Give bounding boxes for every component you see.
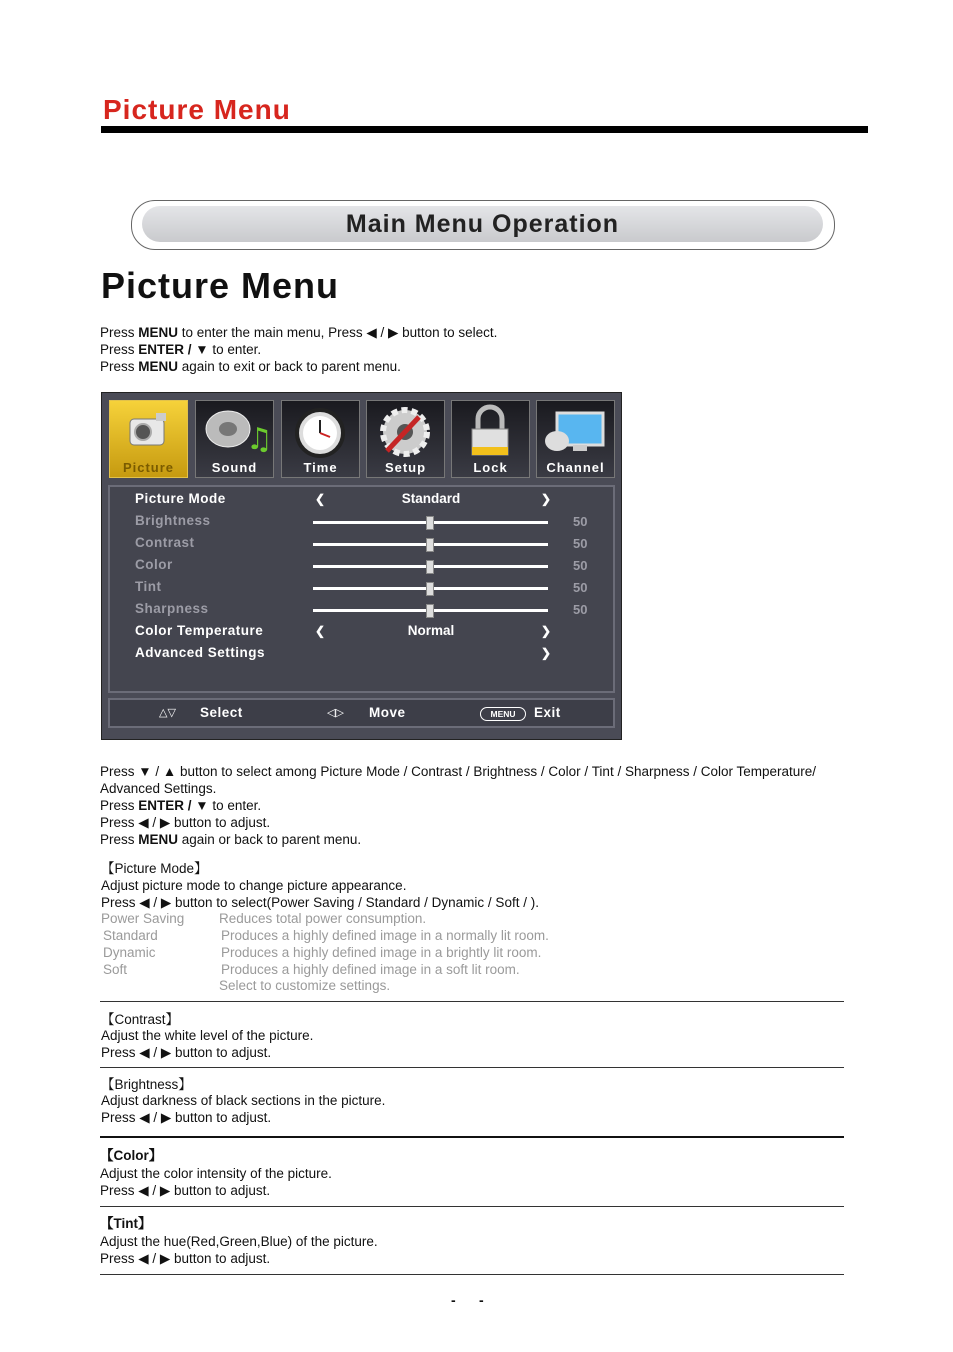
footer-select: Select [200, 705, 243, 720]
banner-title: Main Menu Operation [345, 210, 620, 238]
nav-line-5: Press MENU again or back to parent menu. [100, 832, 362, 847]
nav-line-4: Press ◀ / ▶ button to adjust. [100, 815, 271, 830]
slider-knob[interactable] [426, 560, 434, 574]
tab-label: Setup [384, 460, 427, 475]
lock-icon [452, 403, 529, 459]
tab-picture[interactable] [109, 400, 188, 478]
mode-text: Produces a highly defined image in a brightly lit room. [221, 945, 542, 960]
slider-knob[interactable] [426, 516, 434, 530]
clock-icon [282, 403, 359, 459]
color-temperature-value: Normal [407, 623, 455, 638]
section-title: Picture Menu [103, 94, 291, 125]
tab-label: Time [303, 460, 338, 475]
tab-label: Picture [122, 460, 175, 475]
tab-time[interactable] [281, 400, 360, 478]
brightness-heading: 【Brightness】 [101, 1077, 192, 1092]
option-contrast[interactable]: Contrast [135, 535, 195, 550]
contrast-desc: Adjust the white level of the picture. [101, 1028, 314, 1043]
mode-name: Standard [103, 928, 158, 943]
footer-exit: Exit [534, 705, 561, 720]
intro-line-3: Press MENU again to exit or back to parent menu. [100, 359, 401, 374]
tab-channel[interactable] [536, 400, 615, 478]
picture-mode-press: Press ◀ / ▶ button to select(Power Saving / Standard / Dynamic / Soft / ). [101, 895, 539, 910]
option-tint[interactable]: Tint [135, 579, 162, 594]
slider-knob[interactable] [426, 604, 434, 618]
slider-knob[interactable] [426, 582, 434, 596]
option-color-temperature[interactable]: Color Temperature [135, 623, 264, 638]
page-number: - - [451, 1292, 484, 1308]
tab-label: Sound [211, 460, 258, 475]
speaker-icon [196, 403, 273, 459]
tint-heading: 【Tint】 [100, 1216, 152, 1231]
picture-mode-desc: Adjust picture mode to change picture appearance. [101, 878, 407, 893]
option-sharpness[interactable]: Sharpness [135, 601, 209, 616]
tint-press: Press ◀ / ▶ button to adjust. [100, 1251, 271, 1266]
color-press: Press ◀ / ▶ button to adjust. [100, 1183, 271, 1198]
intro-line-2: Press ENTER / ▼ to enter. [100, 342, 262, 357]
color-desc: Adjust the color intensity of the picture. [100, 1166, 332, 1181]
up-down-keys-icon: △▽ [159, 707, 176, 719]
option-brightness[interactable]: Brightness [135, 513, 211, 528]
option-picture-mode[interactable]: Picture Mode [135, 491, 226, 506]
option-color[interactable]: Color [135, 557, 173, 572]
tab-lock[interactable] [451, 400, 530, 478]
mode-text: Produces a highly defined image in a normally lit room. [221, 928, 549, 943]
nav-line-2: Advanced Settings. [100, 781, 217, 796]
mode-name: Soft [103, 962, 128, 977]
sharpness-value: 50 [573, 602, 588, 617]
brightness-value: 50 [573, 514, 588, 529]
picture-mode-value: Standard [401, 491, 461, 506]
mode-text: Select to customize settings. [219, 978, 391, 993]
mode-text: Produces a highly defined image in a soft lit room. [221, 962, 520, 977]
option-advanced-settings[interactable]: Advanced Settings [135, 645, 266, 660]
mode-text: Reduces total power consumption. [219, 911, 427, 926]
tint-desc: Adjust the hue(Red,Green,Blue) of the picture. [100, 1234, 378, 1249]
contrast-value: 50 [573, 536, 588, 551]
divider [100, 1274, 844, 1275]
brightness-press: Press ◀ / ▶ button to adjust. [101, 1110, 272, 1125]
tab-sound[interactable] [195, 400, 274, 478]
color-value: 50 [573, 558, 588, 573]
brightness-desc: Adjust darkness of black sections in the picture. [101, 1093, 386, 1108]
tint-value: 50 [573, 580, 588, 595]
mode-name: Dynamic [103, 945, 156, 960]
tab-label: Channel [546, 460, 605, 475]
footer-move: Move [369, 705, 406, 720]
tab-label: Lock [473, 460, 508, 475]
chevron-left-icon[interactable]: ❮ [315, 624, 326, 638]
header-rule [101, 126, 868, 133]
contrast-heading: 【Contrast】 [101, 1012, 180, 1027]
divider [100, 1206, 844, 1207]
mode-name: Power Saving [101, 911, 185, 926]
chevron-right-icon[interactable]: ❯ [541, 624, 552, 638]
chevron-right-icon[interactable]: ❯ [541, 646, 552, 660]
svg-text:♫: ♫ [246, 422, 273, 457]
camera-icon [110, 403, 187, 459]
chevron-right-icon[interactable]: ❯ [541, 492, 552, 506]
divider [100, 1136, 844, 1138]
divider [100, 1001, 844, 1002]
left-right-keys-icon: ◁▷ [327, 707, 344, 719]
tab-setup[interactable] [366, 400, 445, 478]
intro-line-1: Press MENU to enter the main menu, Press ◀ / ▶ button to select. [100, 325, 498, 340]
contrast-press: Press ◀ / ▶ button to adjust. [101, 1045, 272, 1060]
divider [100, 1067, 844, 1068]
page-title: Picture Menu [101, 265, 340, 306]
monitor-icon [537, 403, 614, 459]
gear-icon [367, 403, 444, 459]
picture-mode-heading: 【Picture Mode】 [101, 861, 208, 876]
color-heading: 【Color】 [100, 1148, 163, 1163]
tv-menu-tabs [104, 396, 617, 482]
slider-knob[interactable] [426, 538, 434, 552]
nav-line-3: Press ENTER / ▼ to enter. [100, 798, 262, 813]
menu-key-icon: MENU [480, 707, 526, 721]
chevron-left-icon[interactable]: ❮ [315, 492, 326, 506]
nav-line-1: Press ▼ / ▲ button to select among Picture Mode / Contrast / Brightness / Color / Tint / Sharpness / Color Temperature/ [100, 764, 817, 779]
